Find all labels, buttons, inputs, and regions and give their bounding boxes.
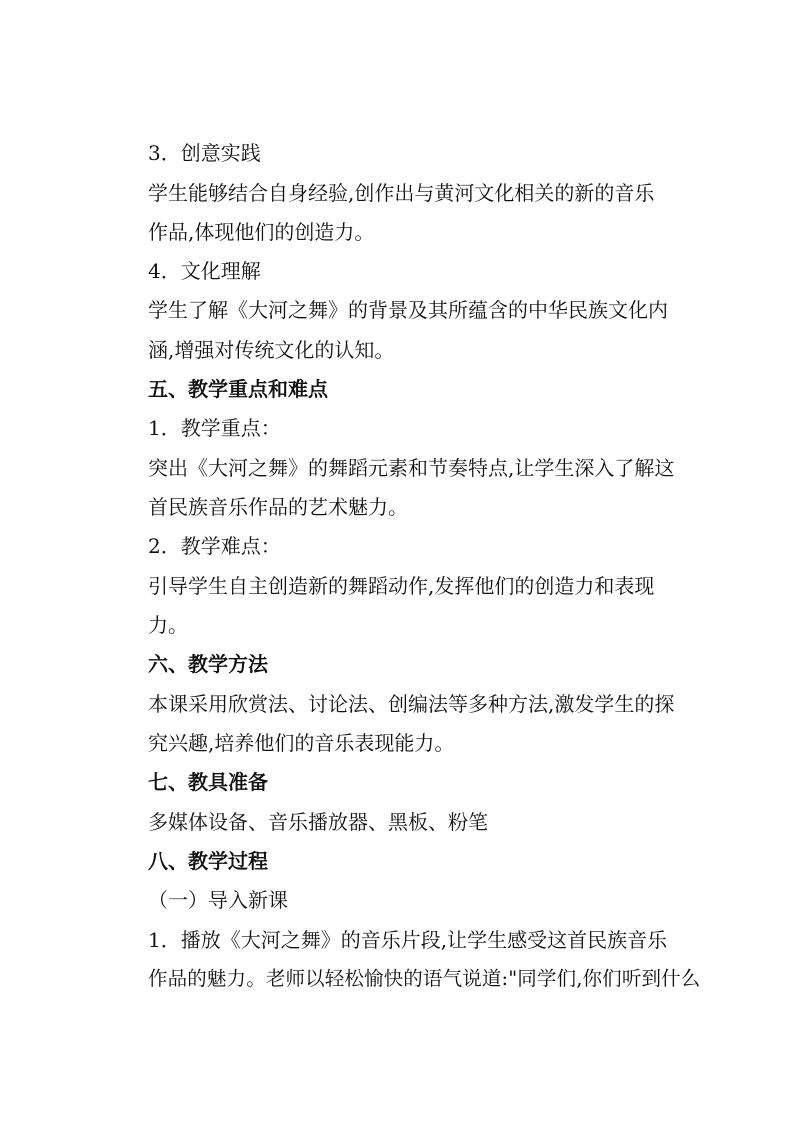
paragraph-line: 多媒体设备、音乐播放器、黑板、粉笔 xyxy=(148,810,488,834)
paragraph-line: 1．播放《大河之舞》的音乐片段,让学生感受这首民族音乐 xyxy=(148,928,668,952)
section-heading-teaching-process: 八、教学过程 xyxy=(148,849,268,873)
paragraph-line: 究兴趣,培养他们的音乐表现能力。 xyxy=(148,731,455,755)
subheading-creative-practice: 3．创意实践 xyxy=(148,141,261,165)
section-heading-key-points: 五、教学重点和难点 xyxy=(148,377,328,401)
paragraph-line: 学生了解《大河之舞》的背景及其所蕴含的中华民族文化内 xyxy=(148,298,668,322)
subheading-cultural-understanding: 4．文化理解 xyxy=(148,259,261,283)
paragraph-line: 作品,体现他们的创造力。 xyxy=(148,220,375,244)
paragraph-line: 作品的魅力。老师以轻松愉快的语气说道:"同学们,你们听到什么 xyxy=(148,967,701,990)
paragraph-line: 学生能够结合自身经验,创作出与黄河文化相关的新的音乐 xyxy=(148,181,655,205)
paragraph-line: 力。 xyxy=(148,613,188,637)
paragraph-line: 首民族音乐作品的艺术魅力。 xyxy=(148,495,408,519)
paragraph-line: 本课采用欣赏法、讨论法、创编法等多种方法,激发学生的探 xyxy=(148,692,675,716)
paragraph-line: 突出《大河之舞》的舞蹈元素和节奏特点,让学生深入了解这 xyxy=(148,456,675,480)
paragraph-line: 引导学生自主创造新的舞蹈动作,发挥他们的创造力和表现 xyxy=(148,574,655,598)
section-heading-teaching-aids: 七、教具准备 xyxy=(148,770,268,794)
subheading-teaching-difficulty: 2．教学难点： xyxy=(148,534,281,558)
section-heading-teaching-methods: 六、教学方法 xyxy=(148,652,268,676)
subheading-lesson-introduction: （一）导入新课 xyxy=(148,888,288,912)
paragraph-line: 涵,增强对传统文化的认知。 xyxy=(148,338,395,362)
subheading-teaching-focus: 1．教学重点： xyxy=(148,416,281,440)
